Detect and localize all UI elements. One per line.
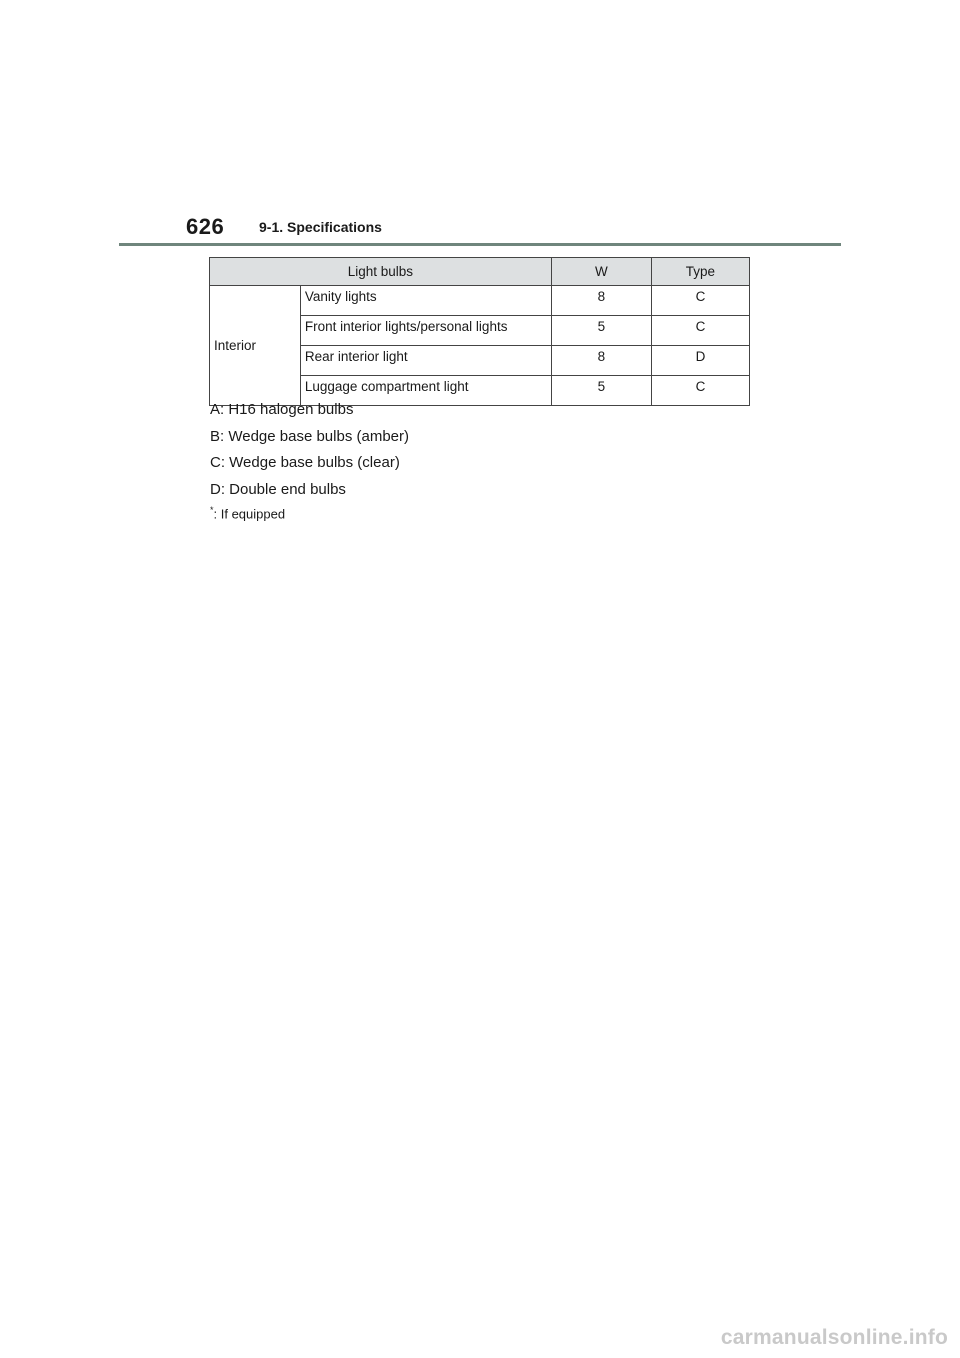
light-bulbs-table (209, 257, 750, 406)
legend-item-d: D: Double end bulbs (210, 480, 346, 498)
header-rule (119, 243, 841, 246)
bulb-watts: 8 (551, 346, 651, 376)
column-header-w: W (551, 258, 651, 286)
bulb-type-legend (210, 400, 409, 506)
bulb-name: Rear interior light (300, 346, 551, 376)
bulb-type: C (651, 316, 749, 346)
bulb-type: C (651, 376, 749, 406)
bulb-name: Luggage compartment light (300, 376, 551, 406)
bulb-watts: 5 (551, 316, 651, 346)
bulb-watts: 8 (551, 286, 651, 316)
page-number: 626 (186, 214, 225, 239)
group-label-interior: Interior (210, 286, 301, 406)
legend-item-b: B: Wedge base bulbs (amber) (210, 427, 409, 445)
column-header-light-bulbs: Light bulbs (210, 258, 552, 286)
bulb-name: Vanity lights (300, 286, 551, 316)
footnote (210, 505, 285, 521)
table-header-row (210, 258, 750, 286)
legend-item-c: C: Wedge base bulbs (clear) (210, 454, 400, 471)
bulb-watts: 5 (551, 376, 651, 406)
section-title: 9-1. Specifications (259, 219, 382, 235)
table-row (210, 286, 750, 316)
footnote-text: : If equipped (213, 506, 286, 522)
column-header-type: Type (651, 258, 749, 286)
watermark: carmanualsonline.info (720, 1326, 948, 1349)
legend-item-a: A: H16 halogen bulbs (210, 401, 354, 418)
bulb-name: Front interior lights/personal lights (300, 316, 551, 346)
bulb-type: C (651, 286, 749, 316)
bulb-type: D (651, 346, 749, 376)
footnote-marker: * (210, 505, 214, 515)
